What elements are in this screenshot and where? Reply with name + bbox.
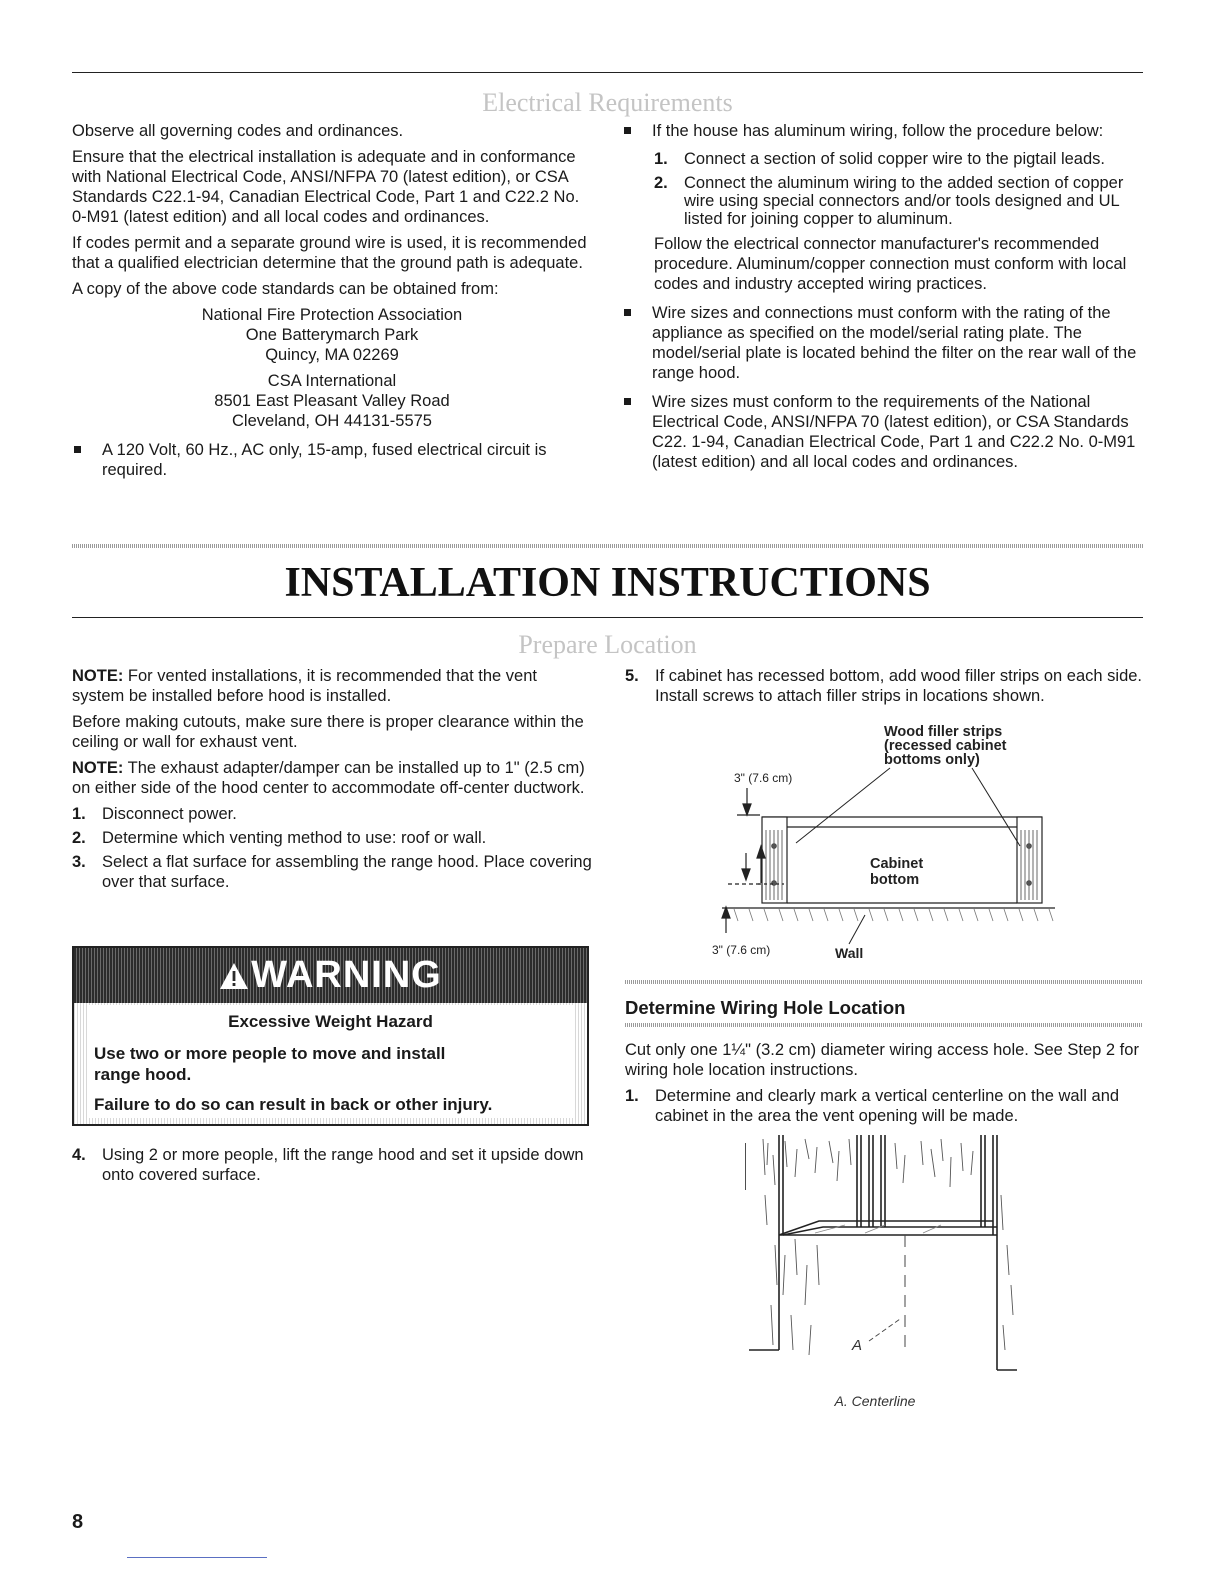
prepare-left-column <box>72 666 592 896</box>
cabinet-bottom-hatch <box>815 1225 941 1233</box>
wiring-hole-paragraph: Cut only one 1¼" (3.2 cm) diameter wiring access hole. See Step 2 for wiring hole location instructions. <box>625 1041 1139 1079</box>
filler-label-line: (recessed cabinet <box>884 738 1007 754</box>
step-item <box>654 150 1144 168</box>
bullet-item <box>622 392 1144 472</box>
step-text: If cabinet has recessed bottom, add wood filler strips on each side. Install screws to attach filler strips in locations shown. <box>655 667 1143 705</box>
step-text: Connect a section of solid copper wire to the pigtail leads. <box>684 150 1105 168</box>
electrical-para: If codes permit and a separate ground wire is used, it is recommended that a qualified electrician determine that the ground path is adequate. <box>72 234 587 272</box>
wall-leader <box>849 915 865 944</box>
note-paragraph <box>72 666 592 706</box>
step-item <box>72 828 592 848</box>
warning-box <box>72 946 589 1126</box>
bullet-text: A 120 Volt, 60 Hz., AC only, 15-amp, fused electrical circuit is required. <box>102 441 547 479</box>
bullet-text: Wire sizes and connections must conform with the rating of the appliance as specified on the model/serial rating plate. The model/serial plate is located behind the filter on the rear wall of the range hood. <box>652 304 1137 382</box>
clearance-paragraph: Before making cutouts, make sure there is proper clearance within the ceiling or wall for exhaust vent. <box>72 713 584 751</box>
step-number: 2. <box>654 174 668 192</box>
step-item <box>625 1086 1143 1126</box>
electrical-para: Ensure that the electrical installation is adequate and in conformance with National Electrical Code, ANSI/NFPA 70 (latest edition), or CSA Standards C22.1-94, Canadian Electrical Code, Part 1 and C22.2 No. 0-M91 (latest edition) and all local codes and ordinances. <box>72 148 580 226</box>
step-item <box>72 804 592 824</box>
page-number: 8 <box>72 1511 84 1533</box>
bullet-item <box>72 440 592 480</box>
dimension-top-label: 3" (7.6 cm) <box>734 771 793 785</box>
cabinet-label-line: Cabinet <box>870 856 924 872</box>
centerline-diagram <box>745 1135 1025 1380</box>
prepare-right-step5 <box>625 666 1143 710</box>
dimension-top-arrow <box>737 788 760 815</box>
warning-triangle-icon <box>219 962 249 990</box>
bullet-item <box>622 303 1144 383</box>
electrical-section-title: Electrical Requirements <box>482 88 733 117</box>
warning-banner <box>74 948 587 1003</box>
wall-hatch <box>734 909 1053 921</box>
cabinet-frame <box>745 1135 997 1235</box>
filler-strip-diagram <box>700 718 1080 968</box>
step-item <box>72 1145 592 1185</box>
note-label: NOTE: <box>72 667 124 685</box>
step-text: Connect the aluminum wiring to the added section of copper wire using special connectors and/or tools designed and UL listed for joining copper to aluminum. <box>684 174 1124 228</box>
step-number: 1. <box>72 805 86 823</box>
note-text: The exhaust adapter/damper can be installed up to 1" (2.5 cm) on either side of the hood center to accommodate off-center ductwork. <box>72 759 585 797</box>
leader-lines <box>796 768 1020 846</box>
warning-hazard: Excessive Weight Hazard <box>228 1012 433 1031</box>
wiring-hole-text <box>625 1040 1143 1130</box>
step-number: 1. <box>625 1087 639 1105</box>
warning-label: WARNING <box>251 954 442 996</box>
bullet-square-icon <box>74 446 81 453</box>
step-number: 4. <box>72 1146 86 1164</box>
cabinet-label-line: bottom <box>870 872 920 888</box>
installation-title: INSTALLATION INSTRUCTIONS <box>284 560 931 606</box>
centerline-caption: A. Centerline <box>834 1393 916 1409</box>
electrical-right-column <box>622 121 1144 480</box>
footer-line <box>127 1557 267 1558</box>
step-item <box>72 852 592 892</box>
bullet-square-icon <box>624 398 631 405</box>
step-text: Disconnect power. <box>102 805 237 823</box>
csa-address <box>72 371 592 431</box>
warning-line: Use two or more people to move and install range hood. <box>94 1044 446 1084</box>
wall-texture <box>763 1139 1013 1355</box>
step-item <box>654 174 1144 228</box>
step-number: 2. <box>72 829 86 847</box>
prepare-left-step4 <box>72 1145 592 1189</box>
step-item <box>625 666 1143 706</box>
address-line: Quincy, MA 02269 <box>265 346 399 364</box>
electrical-para: A copy of the above code standards can be obtained from: <box>72 280 499 298</box>
step-number: 3. <box>72 853 86 871</box>
dotted-divider <box>625 980 1143 984</box>
wiring-hole-subheading: Determine Wiring Hole Location <box>625 997 906 1018</box>
bullet-square-icon <box>624 127 631 134</box>
bullet-text: If the house has aluminum wiring, follow the procedure below: <box>652 122 1104 140</box>
step-number: 1. <box>654 150 668 168</box>
dimension-bottom-label: 3" (7.6 cm) <box>712 943 771 957</box>
electrical-para: Observe all governing codes and ordinances. <box>72 122 404 140</box>
bullet-item <box>622 121 1144 141</box>
address-line: CSA International <box>267 372 397 390</box>
step-text: Using 2 or more people, lift the range hood and set it upside down onto covered surface. <box>102 1146 584 1184</box>
bullet-square-icon <box>624 309 631 316</box>
dimension-bottom-arrow <box>722 907 730 933</box>
prepare-section-title: Prepare Location <box>518 630 697 659</box>
wall-label: Wall <box>835 945 864 961</box>
nfpa-address <box>72 305 592 365</box>
warning-heading <box>74 952 587 998</box>
centerline-marker: A <box>852 1337 863 1354</box>
wall-opening <box>749 1235 1017 1370</box>
step-number: 5. <box>625 667 639 685</box>
dotted-divider <box>625 1023 1143 1027</box>
address-line: One Batterymarch Park <box>245 326 419 344</box>
warning-line: Failure to do so can result in back or other injury. <box>94 1095 493 1114</box>
centerline-leader <box>869 1319 900 1341</box>
step-text: Select a flat surface for assembling the range hood. Place covering over that surface. <box>102 853 592 891</box>
address-line: Cleveland, OH 44131-5575 <box>232 412 432 430</box>
filler-label-line: Wood filler strips <box>884 724 1003 740</box>
note-paragraph <box>72 758 592 798</box>
address-line: National Fire Protection Association <box>201 306 463 324</box>
step-text: Determine and clearly mark a vertical centerline on the wall and cabinet in the area the vent opening will be made. <box>655 1087 1120 1125</box>
installation-rule <box>72 617 1143 618</box>
dotted-divider <box>72 544 1143 548</box>
follow-text: Follow the electrical connector manufacturer's recommended procedure. Aluminum/copper connection must conform with local codes and industry accepted wiring practices. <box>654 235 1127 293</box>
address-line: 8501 East Pleasant Valley Road <box>214 392 450 410</box>
warning-body <box>88 1005 573 1118</box>
step-text: Determine which venting method to use: roof or wall. <box>102 829 487 847</box>
filler-label-line: bottoms only) <box>884 752 980 768</box>
bullet-text: Wire sizes must conform to the requirements of the National Electrical Code, ANSI/NFPA 70 (latest edition), or CSA Standards C22. 1-94, Canadian Electrical Code, Part 1 and C22.2 No. 0-M91 (latest edition) and all local codes and ordinances. <box>652 393 1136 471</box>
aluminum-steps <box>622 150 1144 294</box>
note-text: For vented installations, it is recommended that the vent system be installed before hood is installed. <box>72 667 537 705</box>
note-label: NOTE: <box>72 759 124 777</box>
top-rule <box>72 72 1143 73</box>
electrical-left-column <box>72 121 592 488</box>
